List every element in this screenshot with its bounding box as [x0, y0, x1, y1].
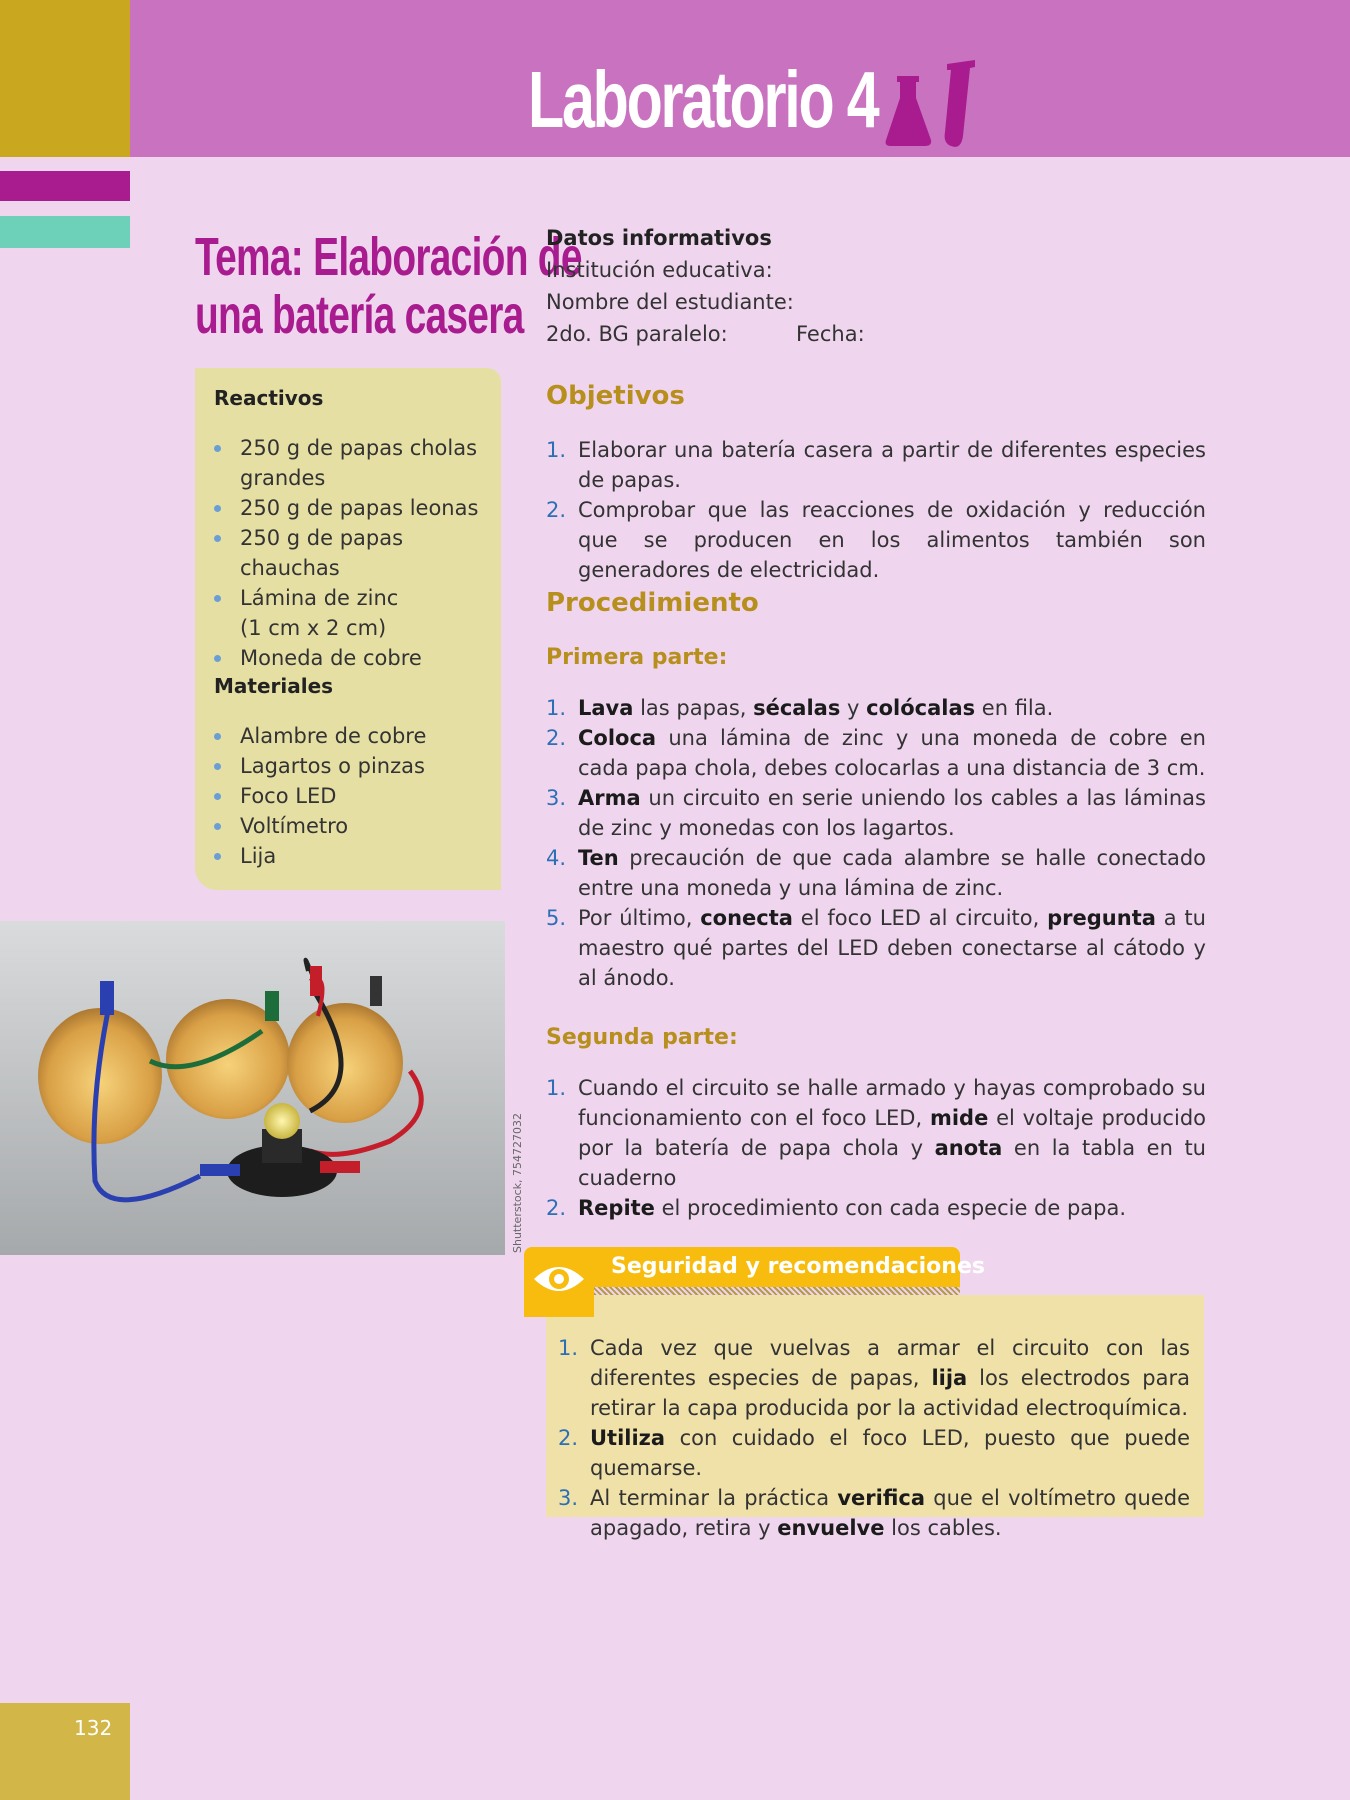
list-item: Moneda de cobre — [214, 643, 484, 673]
photo-credit: Shutterstock, 754727032 — [511, 1112, 524, 1253]
list-item: Lámina de zinc (1 cm x 2 cm) — [214, 583, 410, 643]
objetivos-list — [546, 435, 1206, 585]
eye-icon — [524, 1247, 594, 1317]
list-item: 3. Al terminar la práctica verifica que el voltímetro quede apagado, retira y envuelve los cables. — [558, 1486, 1190, 1540]
course-row — [546, 318, 1186, 350]
list-item: 250 g de papas chauchas — [214, 523, 484, 583]
flask-test-tube-icon — [885, 58, 985, 150]
procedimiento-heading: Procedimiento — [546, 588, 759, 618]
list-item: Alambre de cobre — [214, 721, 494, 751]
list-item: 4. Ten precaución de que cada alambre se halle conectado entre una moneda y una lámina de zinc. — [546, 846, 1206, 900]
list-item: 2. Coloca una lámina de zinc y una moneda de cobre en cada papa chola, debes colocarlas a una distancia de 3 cm. — [546, 726, 1206, 780]
topic-title-line1: Tema: Elaboración de — [195, 227, 582, 287]
list-item: 1. Elaborar una batería casera a partir de diferentes especies de papas. — [546, 438, 1206, 492]
segunda-parte-heading: Segunda parte: — [546, 1025, 738, 1050]
list-item: 1. Cuando el circuito se halle armado y hayas comprobado su funcionamiento con el foco LED, mide el voltaje producido por la batería de papa chola y anota en la tabla en tu cuaderno — [546, 1076, 1206, 1190]
supplies-box — [195, 368, 501, 890]
primera-parte-heading: Primera parte: — [546, 645, 728, 670]
list-item: 250 g de papas cholas grandes — [214, 433, 484, 493]
corner-tab — [0, 0, 130, 157]
list-item: 250 g de papas leonas — [214, 493, 484, 523]
date-field: Fecha: — [796, 322, 865, 346]
objetivos-heading: Objetivos — [546, 381, 685, 411]
potato-battery-photo — [0, 921, 505, 1255]
segunda-parte-list — [546, 1073, 1206, 1223]
course-field: 2do. BG paralelo: — [546, 322, 728, 346]
reactivos-heading: Reactivos — [214, 386, 324, 410]
list-item: Foco LED — [214, 781, 494, 811]
safety-tab — [524, 1247, 985, 1295]
student-field: Nombre del estudiante: — [546, 290, 794, 314]
list-item: 3. Arma un circuito en serie uniendo los cables a las láminas de zinc y monedas con los lagartos. — [546, 786, 1206, 840]
page-number: 132 — [74, 1716, 113, 1740]
topic-title — [195, 228, 582, 344]
decorative-strip-teal — [0, 216, 130, 248]
list-item: 2. Repite el procedimiento con cada especie de papa. — [546, 1196, 1127, 1220]
list-item: 2. Utiliza con cuidado el foco LED, puesto que puede quemarse. — [558, 1426, 1190, 1480]
list-item: 1. Cada vez que vuelvas a armar el circuito con las diferentes especies de papas, lija los electrodos para retirar la capa producida por la actividad electroquímica. — [558, 1336, 1190, 1420]
info-heading: Datos informativos — [546, 226, 772, 250]
info-block — [546, 222, 1186, 350]
primera-parte-list — [546, 693, 1206, 993]
decorative-strip-magenta — [0, 171, 130, 201]
eye-icon-box — [524, 1247, 594, 1317]
materiales-list — [214, 721, 494, 871]
list-item: Lagartos o pinzas — [214, 751, 494, 781]
lab-title: Laboratorio 4 — [528, 55, 878, 144]
topic-title-line2: una batería casera — [195, 285, 524, 345]
list-item: Lija — [214, 841, 494, 871]
list-item: 2. Comprobar que las reacciones de oxidación y reducción que se producen en los alimentos también son generadores de electricidad. — [546, 498, 1206, 582]
list-item: 5. Por último, conecta el foco LED al circuito, pregunta a tu maestro qué partes del LED deben conectarse al cátodo y al ánodo. — [546, 906, 1206, 990]
list-item: 1. Lava las papas, sécalas y colócalas en fila. — [546, 696, 1054, 720]
safety-list — [558, 1333, 1190, 1543]
safety-title: Seguridad y recomendaciones — [611, 1254, 985, 1279]
institution-field: Institución educativa: — [546, 258, 773, 282]
materiales-heading: Materiales — [214, 674, 334, 698]
list-item: Voltímetro — [214, 811, 494, 841]
reactivos-list — [214, 433, 484, 673]
